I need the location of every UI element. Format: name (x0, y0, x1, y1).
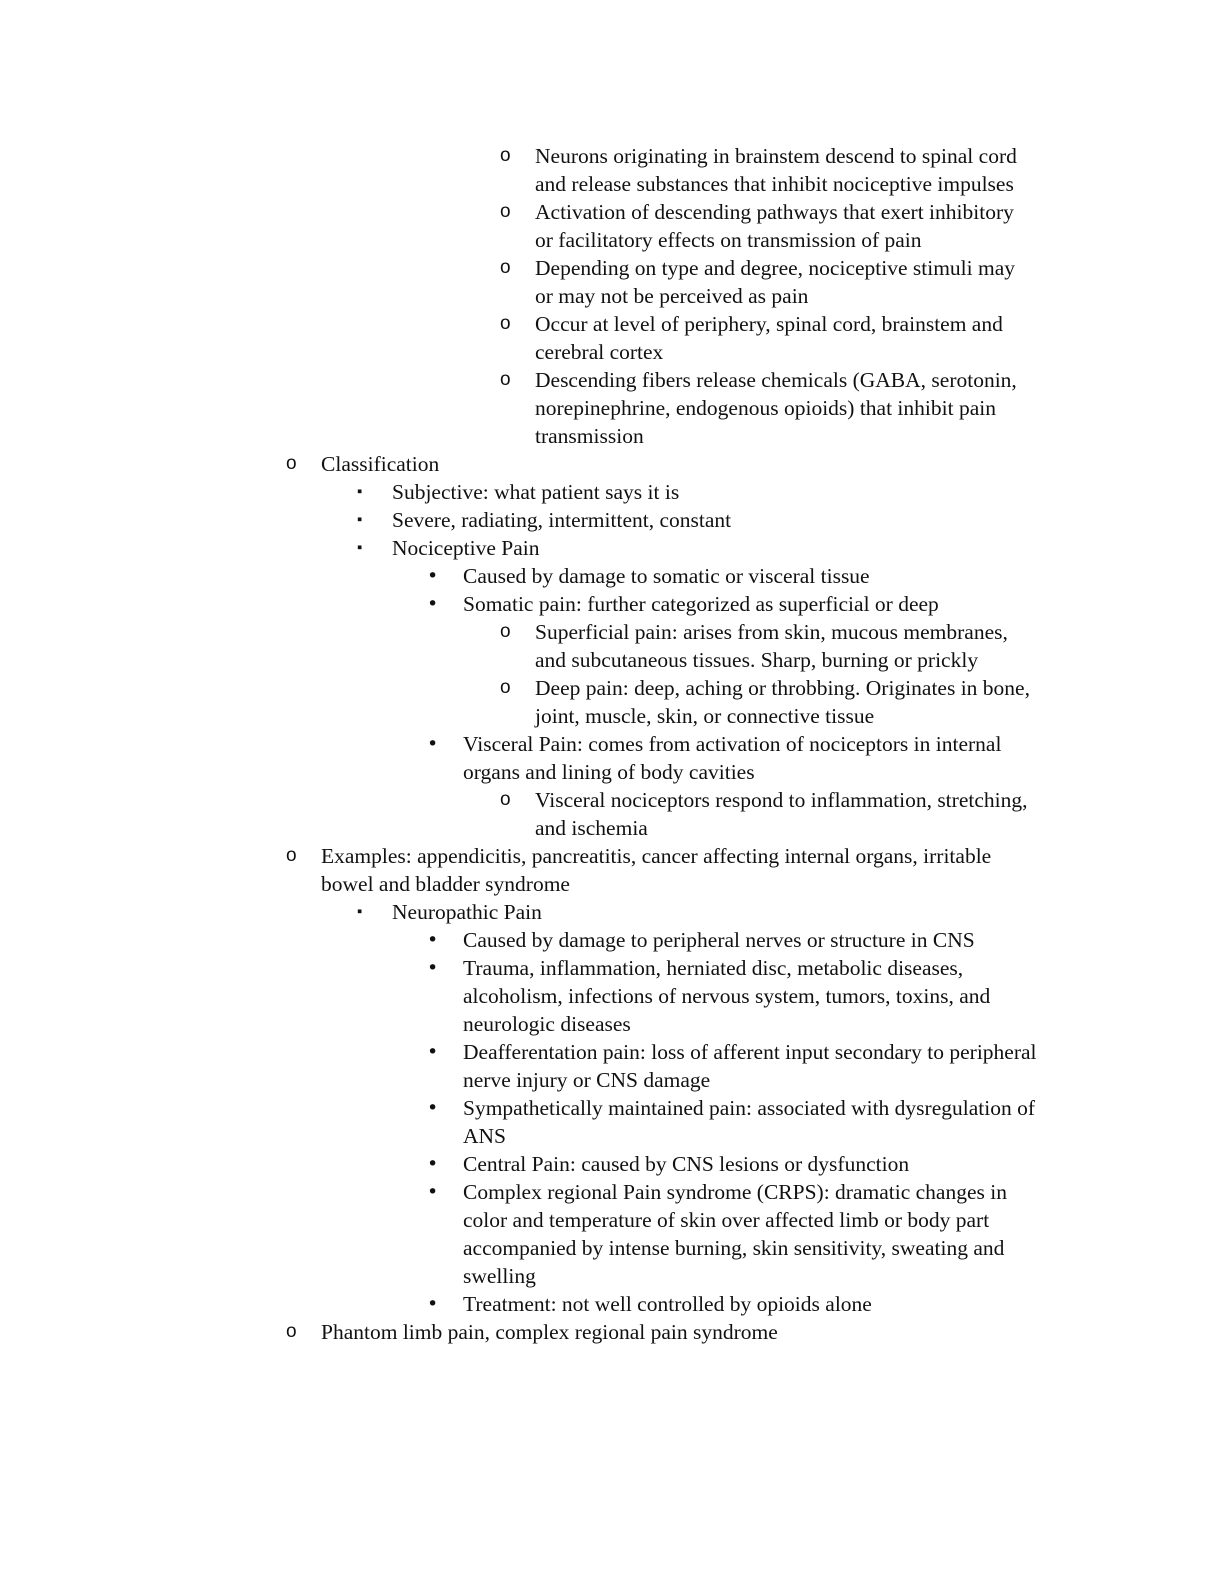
dot-bullet-icon: • (427, 565, 439, 587)
circle-bullet-icon: o (286, 845, 297, 866)
list-item (0, 1150, 1224, 1178)
list-item (0, 786, 1224, 842)
dot-bullet-icon: • (427, 733, 439, 755)
circle-bullet-icon: o (500, 257, 511, 278)
dot-bullet-icon: • (427, 593, 439, 615)
list-item (0, 254, 1224, 310)
dot-bullet-icon: • (427, 957, 439, 979)
list-item-text: Descending fibers release chemicals (GABA, serotonin, norepinephrine, endogenous opioids) that inhibit pain transmission (535, 368, 1017, 448)
circle-bullet-icon: o (500, 621, 511, 642)
list-item (0, 450, 1224, 478)
list-item (0, 1318, 1224, 1346)
list-item-text: Activation of descending pathways that exert inhibitory or facilitatory effects on transmission of pain (535, 200, 1014, 252)
circle-bullet-icon: o (500, 369, 511, 390)
list-item-text: Sympathetically maintained pain: associated with dysregulation of ANS (463, 1096, 1035, 1148)
circle-bullet-icon: o (500, 789, 511, 810)
list-item-text: Classification (321, 452, 440, 476)
list-item-text: Phantom limb pain, complex regional pain syndrome (321, 1320, 778, 1344)
list-item-text: Deafferentation pain: loss of afferent input secondary to peripheral nerve injury or CNS damage (463, 1040, 1037, 1092)
circle-bullet-icon: o (500, 201, 511, 222)
list-item (0, 926, 1224, 954)
list-item (0, 506, 1224, 534)
list-item-text: Treatment: not well controlled by opioids alone (463, 1292, 872, 1316)
dot-bullet-icon: • (427, 1181, 439, 1203)
dot-bullet-icon: • (427, 1153, 439, 1175)
list-item (0, 898, 1224, 926)
list-item (0, 478, 1224, 506)
list-item-text: Central Pain: caused by CNS lesions or dysfunction (463, 1152, 910, 1176)
list-item-text: Examples: appendicitis, pancreatitis, cancer affecting internal organs, irritable bowel and bladder syndrome (321, 844, 992, 896)
list-item-text: Severe, radiating, intermittent, constant (392, 508, 732, 532)
circle-bullet-icon: o (286, 453, 297, 474)
list-item (0, 1178, 1224, 1290)
list-item (0, 618, 1224, 674)
dot-bullet-icon: • (427, 1097, 439, 1119)
list-item-text: Depending on type and degree, nociceptive stimuli may or may not be perceived as pain (535, 256, 1016, 308)
dot-bullet-icon: • (427, 1293, 439, 1315)
list-item-text: Nociceptive Pain (392, 536, 540, 560)
list-item-text: Neurons originating in brainstem descend to spinal cord and release substances that inhibit nociceptive impulses (535, 144, 1017, 196)
list-item (0, 590, 1224, 618)
list-item (0, 1290, 1224, 1318)
list-item (0, 198, 1224, 254)
list-item (0, 842, 1224, 898)
list-item (0, 366, 1224, 450)
circle-bullet-icon: o (500, 313, 511, 334)
square-bullet-icon: ▪ (357, 484, 363, 500)
list-item (0, 310, 1224, 366)
list-item (0, 954, 1224, 1038)
dot-bullet-icon: • (427, 929, 439, 951)
dot-bullet-icon: • (427, 1041, 439, 1063)
list-item-text: Somatic pain: further categorized as superficial or deep (463, 592, 939, 616)
list-item (0, 142, 1224, 198)
list-item-text: Visceral nociceptors respond to inflammation, stretching, and ischemia (535, 788, 1028, 840)
list-item-text: Trauma, inflammation, herniated disc, metabolic diseases, alcoholism, infections of nervous system, tumors, toxins, and neurologic diseases (463, 956, 991, 1036)
square-bullet-icon: ▪ (357, 512, 363, 528)
list-item-text: Visceral Pain: comes from activation of nociceptors in internal organs and lining of body cavities (463, 732, 1002, 784)
circle-bullet-icon: o (500, 677, 511, 698)
list-item-text: Caused by damage to peripheral nerves or structure in CNS (463, 928, 975, 952)
list-item-text: Neuropathic Pain (392, 900, 542, 924)
square-bullet-icon: ▪ (357, 540, 363, 556)
list-item-text: Occur at level of periphery, spinal cord, brainstem and cerebral cortex (535, 312, 1003, 364)
list-item (0, 562, 1224, 590)
circle-bullet-icon: o (286, 1321, 297, 1342)
list-item (0, 674, 1224, 730)
list-item (0, 534, 1224, 562)
list-item (0, 730, 1224, 786)
list-item-text: Caused by damage to somatic or visceral tissue (463, 564, 870, 588)
list-item-text: Subjective: what patient says it is (392, 480, 680, 504)
list-item-text: Deep pain: deep, aching or throbbing. Originates in bone, joint, muscle, skin, or connective tissue (535, 676, 1030, 728)
list-item (0, 1038, 1224, 1094)
circle-bullet-icon: o (500, 145, 511, 166)
list-item (0, 1094, 1224, 1150)
document-outline (0, 142, 1224, 1346)
list-item-text: Superficial pain: arises from skin, mucous membranes, and subcutaneous tissues. Sharp, burning or prickly (535, 620, 1008, 672)
list-item-text: Complex regional Pain syndrome (CRPS): dramatic changes in color and temperature of skin over affected limb or body part accompanied by intense burning, skin sensitivity, sweating and swelling (463, 1180, 1007, 1288)
square-bullet-icon: ▪ (357, 904, 363, 920)
